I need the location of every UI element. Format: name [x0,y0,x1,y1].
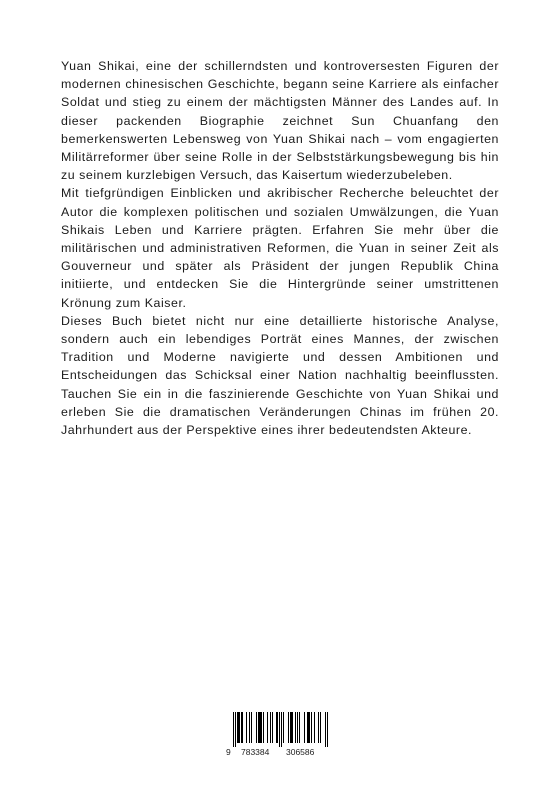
barcode-bar [295,712,296,743]
barcode-bar [297,712,298,743]
paragraph-3: Dieses Buch bietet nicht nur eine detaillierte historische Analyse, sondern auch ein lebendiges Porträt eines Mannes, der zwischen Tradition und Moderne navigierte und dessen Ambitionen und Entscheidungen das Schicksal einer Nation nachhaltig beeinflussten. Tauchen Sie ein in die faszinierende Geschichte von Yuan Shikai und erleben Sie die dramatischen Veränderungen Chinas im frühen 20. Jahrhundert aus der Perspektive eines ihrer bedeutendsten Akteure. [61,313,499,438]
barcode-bar [288,712,289,743]
barcode-bar [259,712,260,743]
barcode-bar [307,712,308,743]
barcode-bar [320,712,321,743]
barcode-bar [267,712,268,743]
barcode-bar [299,712,300,743]
barcode-bar [260,712,261,743]
barcode-bar [292,712,293,743]
barcode-bar [309,712,310,743]
paragraph-1: Yuan Shikai, eine der schillerndsten und kontroversesten Figuren der modernen chinesischen Geschichte, begann seine Karriere als einfacher Soldat und stieg zu einem der mächtigsten Männer des Landes auf. In dieser packenden Biographie zeichnet Sun Chuanfang den bemerkenswerten Lebensweg von Yuan Shikai nach – vom engagierten Militärreformer über seine Rolle in der Selbststärkungsbewegung bis hin zu seinem kurzlebigen Versuch, das Kaisertum wiederzubeleben. [61,59,499,183]
barcode-bar [327,712,328,747]
barcode-bar [246,712,247,743]
barcode-bar [279,712,280,747]
barcode-bar [249,712,250,743]
barcode-bar [238,712,239,743]
barcode-bar [241,712,242,743]
barcode-bar [235,712,236,747]
barcode-bar [263,712,264,743]
paragraph-2: Mit tiefgründigen Einblicken und akribischer Recherche beleuchtet der Autor die komplexen politischen und sozialen Umwälzungen, die Yuan Shikais Leben und Karriere prägten. Erfahren Sie mehr über die militärischen und administrativen Reformen, die Yuan in seiner Zeit als Gouverneur und später als Präsident der jungen Republik China initiierte, und entdecken Sie die Hintergründe seiner umstrittenen Krönung zum Kaiser. [61,186,499,310]
barcode-bar [314,712,315,743]
barcode-bar [237,712,238,743]
barcode-bar [283,712,284,743]
back-cover-text [61,57,499,439]
barcode-bar [258,712,259,743]
barcode-bar [277,712,278,743]
barcode-right-group: 306586 [286,747,315,757]
barcode-bar [325,712,326,747]
barcode-bar [239,712,240,743]
barcode-bar [291,712,292,743]
barcode-bar [261,712,262,743]
barcode-left-group: 783384 [241,747,270,757]
barcode-bar [270,712,271,743]
barcode-bar [318,712,319,743]
barcode-bar [251,712,252,743]
barcode-bar [242,712,243,743]
barcode-bar [290,712,291,743]
barcode-bar [256,712,257,743]
barcode-bar [304,712,305,743]
barcode-bar [233,712,234,747]
barcode-bars [231,712,330,747]
barcode-bar [311,712,312,743]
barcode-first-digit: 9 [226,747,231,757]
barcode-bar [272,712,273,743]
barcode-bar [308,712,309,743]
barcode-bar [281,712,282,747]
barcode-bar [276,712,277,743]
